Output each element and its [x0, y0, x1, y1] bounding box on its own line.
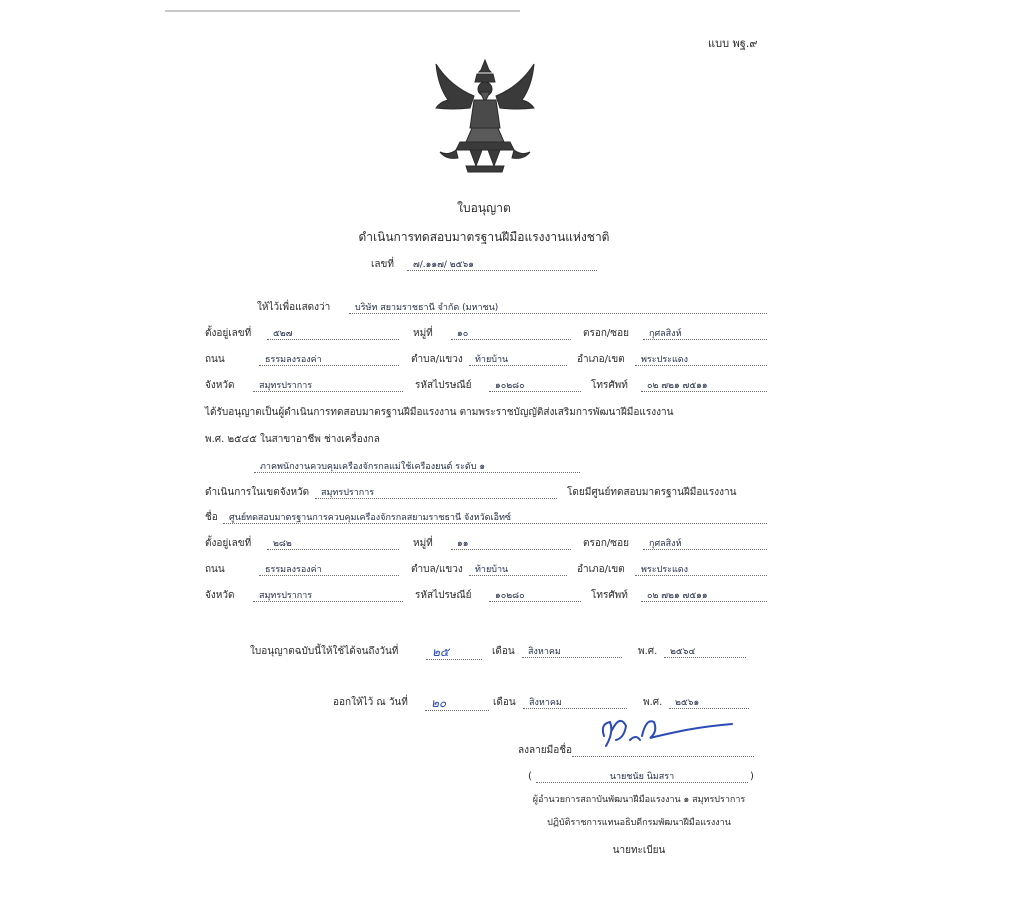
valid-until-year-label: พ.ศ. [638, 646, 658, 657]
operation-province-row [205, 487, 767, 501]
road-value: ธรรมลงรองค่า [259, 564, 399, 576]
province-value: สมุทรปราการ [253, 380, 403, 392]
address-1-line-1 [205, 328, 767, 342]
operation-province-label: ดำเนินการในเขตจังหวัด [205, 487, 310, 498]
house-label: ตั้งอยู่เลขที่ [205, 328, 252, 339]
district-value: พระประแดง [635, 564, 767, 576]
signatory-position-3: นายทะเบียน [612, 845, 666, 856]
district-value: พระประแดง [635, 354, 767, 366]
name-close-paren: ) [750, 771, 754, 782]
phone-value: ๐๒ ๗๒๑ ๗๕๑๑ [641, 590, 767, 602]
soi-label: ตรอก/ซอย [583, 328, 629, 339]
valid-until-month-label: เดือน [492, 646, 515, 657]
subdistrict-value: ท้ายบ้าน [469, 564, 567, 576]
issued-month-label: เดือน [493, 697, 516, 708]
phone-label: โทรศัพท์ [591, 380, 628, 391]
body-text-1: ได้รับอนุญาตเป็นผู้ดำเนินการทดสอบมาตรฐานฝีมือแรงงาน ตามพระราชบัญญัติส่งเสริมการพัฒนาฝีมือแรงงาน [205, 407, 674, 418]
moo-label: หมู่ที่ [413, 328, 433, 339]
province-value: สมุทรปราการ [253, 590, 403, 602]
center-value: ศูนย์ทดสอบมาตรฐานการควบคุมเครื่องจักรกลสยามราชธานี จังหวัดเอ็ทซ์ [223, 512, 767, 524]
house-value: ๒๘๒ [267, 538, 399, 550]
province-label: จังหวัด [205, 380, 235, 391]
name-open-paren: ( [528, 771, 532, 782]
soi-value: กุศลสิงห์ [643, 538, 767, 550]
grantee-label: ให้ไว้เพื่อแสดงว่า [257, 302, 331, 313]
top-border-line [165, 10, 520, 12]
postcode-label: รหัสไปรษณีย์ [415, 380, 472, 391]
issued-year: ๒๕๖๑ [669, 697, 749, 709]
signatory-name: นายชนัย นิมสรา [536, 771, 748, 783]
signature-name-row [528, 771, 758, 785]
district-label: อำเภอ/เขต [577, 564, 625, 575]
number-label: เลขที่ [371, 259, 394, 270]
moo-value: ๑๐ [451, 328, 571, 340]
document-title: ใบอนุญาต [457, 201, 511, 215]
signature-line [572, 745, 754, 757]
document-subtitle: ดำเนินการทดสอบมาตรฐานฝีมือแรงงานแห่งชาติ [358, 230, 610, 244]
garuda-emblem-icon [430, 56, 540, 176]
province-label: จังหวัด [205, 590, 235, 601]
signatory-position-2: ปฏิบัติราชการแทนอธิบดีกรมพัฒนาฝีมือแรงงาน [547, 818, 731, 828]
subdistrict-value: ท้ายบ้าน [469, 354, 567, 366]
operation-province-value: สมุทรปราการ [315, 487, 557, 499]
road-label: ถนน [205, 354, 225, 365]
house-value: ๕๒๗ [267, 328, 399, 340]
address-2-line-2 [205, 564, 767, 578]
signatory-position-1: ผู้อำนวยการสถาบันพัฒนาฝีมือแรงงาน ๑ สมุทรปราการ [532, 795, 746, 805]
house-label: ตั้งอยู่เลขที่ [205, 538, 252, 549]
grantee-row [257, 302, 767, 316]
address-1-line-2 [205, 354, 767, 368]
body-text-2: พ.ศ. ๒๕๔๕ ในสาขาอาชีพ ช่างเครื่องกล [205, 434, 380, 445]
road-label: ถนน [205, 564, 225, 575]
issued-month: สิงหาคม [523, 697, 627, 709]
issued-year-label: พ.ศ. [643, 697, 663, 708]
number-row [371, 259, 601, 273]
subdistrict-label: ตำบล/แขวง [411, 354, 463, 365]
center-label: ชื่อ [205, 512, 218, 523]
address-2-line-1 [205, 538, 767, 552]
valid-until-year: ๒๕๖๔ [664, 646, 746, 658]
number-value: ๗/.๑๑๗/ ๒๕๖๑ [407, 259, 597, 271]
center-row [205, 512, 767, 526]
valid-until-month: สิงหาคม [522, 646, 622, 658]
issued-label: ออกให้ไว้ ณ วันที่ [333, 697, 408, 708]
soi-value: กุศลสิงห์ [643, 328, 767, 340]
valid-until-label: ใบอนุญาตฉบับนี้ให้ใช้ได้จนถึงวันที่ [250, 646, 399, 657]
address-2-line-3 [205, 590, 767, 604]
form-code: แบบ พฐ.๙ [708, 37, 758, 50]
road-value: ธรรมลงรองค่า [259, 354, 399, 366]
grantee-value: บริษัท สยามราชธานี จำกัด (มหาชน) [349, 302, 767, 314]
phone-value: ๐๒ ๗๒๑ ๗๕๑๑ [641, 380, 767, 392]
moo-value: ๑๑ [451, 538, 571, 550]
valid-until-day: ๒๕ [426, 644, 482, 660]
postcode-value: ๑๐๒๘๐ [489, 380, 581, 392]
postcode-label: รหัสไปรษณีย์ [415, 590, 472, 601]
occupation-value: ภาคพนักงานควบคุมเครื่องจักรกลแม่ใช้เครื่องยนต์ ระดับ ๑ [254, 461, 580, 473]
subdistrict-label: ตำบล/แขวง [411, 564, 463, 575]
issued-day: ๒๐ [425, 695, 489, 711]
valid-until-row [250, 644, 750, 662]
operation-province-suffix: โดยมีศูนย์ทดสอบมาตรฐานฝีมือแรงงาน [567, 487, 737, 498]
moo-label: หมู่ที่ [413, 538, 433, 549]
postcode-value: ๑๐๒๘๐ [489, 590, 581, 602]
signature-row [518, 745, 758, 759]
address-1-line-3 [205, 380, 767, 394]
signature-label: ลงลายมือชื่อ [518, 745, 573, 756]
soi-label: ตรอก/ซอย [583, 538, 629, 549]
phone-label: โทรศัพท์ [591, 590, 628, 601]
district-label: อำเภอ/เขต [577, 354, 625, 365]
